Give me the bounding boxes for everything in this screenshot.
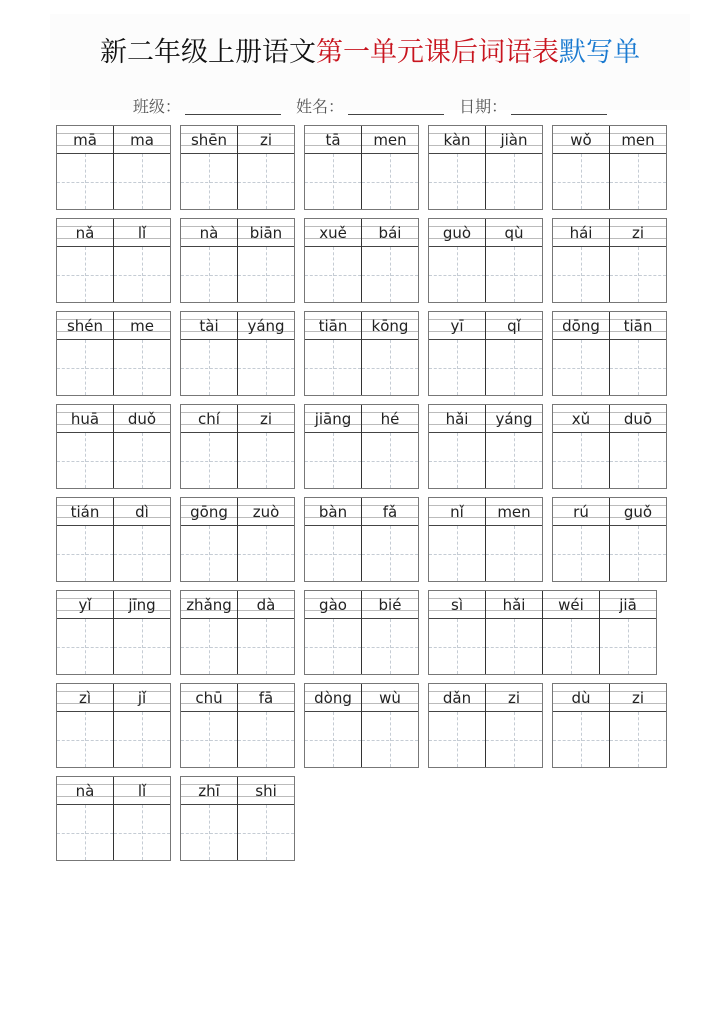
- character-cell: [486, 498, 542, 581]
- pinyin-label: zhǎng: [181, 591, 237, 619]
- word-block: [180, 497, 295, 582]
- writing-box[interactable]: [610, 154, 666, 209]
- writing-box[interactable]: [238, 619, 294, 674]
- writing-box[interactable]: [57, 805, 113, 860]
- word-block: [56, 311, 171, 396]
- pinyin-label: zi: [238, 405, 294, 433]
- pinyin-label: fā: [238, 684, 294, 712]
- writing-box[interactable]: [553, 712, 609, 767]
- name-label: 姓名：: [295, 97, 344, 116]
- pinyin-label: yáng: [238, 312, 294, 340]
- word-row: [56, 683, 676, 768]
- character-cell: [238, 312, 294, 395]
- writing-box[interactable]: [610, 526, 666, 581]
- word-row: [56, 590, 676, 675]
- word-block: [304, 497, 419, 582]
- pinyin-label: men: [486, 498, 542, 526]
- pinyin-label: shēn: [181, 126, 237, 154]
- character-cell: [238, 591, 294, 674]
- writing-box[interactable]: [181, 619, 237, 674]
- character-cell: [429, 312, 486, 395]
- writing-box[interactable]: [57, 247, 113, 302]
- word-block: [180, 218, 295, 303]
- pinyin-label: duǒ: [114, 405, 170, 433]
- character-cell: [181, 126, 238, 209]
- pinyin-label: gōng: [181, 498, 237, 526]
- writing-box[interactable]: [362, 712, 418, 767]
- character-cell: [486, 312, 542, 395]
- page-title: [50, 30, 690, 69]
- writing-box[interactable]: [543, 619, 599, 674]
- pinyin-label: xǔ: [553, 405, 609, 433]
- writing-box[interactable]: [181, 433, 237, 488]
- word-block: [552, 311, 667, 396]
- pinyin-label: chí: [181, 405, 237, 433]
- writing-box[interactable]: [238, 340, 294, 395]
- pinyin-label: nà: [181, 219, 237, 247]
- character-cell: [57, 312, 114, 395]
- writing-box[interactable]: [553, 526, 609, 581]
- word-block: [428, 404, 543, 489]
- word-block: [428, 218, 543, 303]
- writing-box[interactable]: [238, 433, 294, 488]
- pinyin-label: dòng: [305, 684, 361, 712]
- writing-box[interactable]: [362, 247, 418, 302]
- character-cell: [362, 591, 418, 674]
- pinyin-label: hái: [553, 219, 609, 247]
- character-cell: [486, 219, 542, 302]
- character-cell: [362, 684, 418, 767]
- writing-box[interactable]: [114, 340, 170, 395]
- word-block: [180, 125, 295, 210]
- writing-box[interactable]: [181, 805, 237, 860]
- pinyin-label: nǐ: [429, 498, 485, 526]
- pinyin-label: huā: [57, 405, 113, 433]
- character-cell: [114, 405, 170, 488]
- character-cell: [429, 591, 486, 674]
- character-cell: [486, 591, 543, 674]
- writing-box[interactable]: [305, 154, 361, 209]
- character-cell: [305, 684, 362, 767]
- character-cell: [238, 684, 294, 767]
- writing-box[interactable]: [181, 340, 237, 395]
- writing-box[interactable]: [238, 247, 294, 302]
- word-block: [56, 404, 171, 489]
- character-cell: [114, 591, 170, 674]
- character-cell: [610, 312, 666, 395]
- pinyin-label: bái: [362, 219, 418, 247]
- character-cell: [181, 312, 238, 395]
- character-cell: [114, 498, 170, 581]
- word-block: [56, 776, 171, 861]
- pinyin-label: jǐ: [114, 684, 170, 712]
- character-cell: [429, 498, 486, 581]
- word-block: [56, 497, 171, 582]
- character-cell: [600, 591, 656, 674]
- pinyin-label: mā: [57, 126, 113, 154]
- character-cell: [610, 405, 666, 488]
- pinyin-label: zi: [486, 684, 542, 712]
- pinyin-label: men: [610, 126, 666, 154]
- writing-box[interactable]: [362, 526, 418, 581]
- word-row: [56, 125, 676, 210]
- writing-box[interactable]: [238, 805, 294, 860]
- pinyin-label: dù: [553, 684, 609, 712]
- writing-box[interactable]: [486, 526, 542, 581]
- writing-box[interactable]: [429, 154, 485, 209]
- pinyin-label: hé: [362, 405, 418, 433]
- word-block: [304, 590, 419, 675]
- word-block: [304, 683, 419, 768]
- character-cell: [610, 684, 666, 767]
- character-cell: [114, 777, 170, 860]
- character-cell: [362, 219, 418, 302]
- writing-box[interactable]: [238, 154, 294, 209]
- student-info: [50, 94, 690, 117]
- word-block: [552, 125, 667, 210]
- writing-box[interactable]: [114, 154, 170, 209]
- writing-box[interactable]: [57, 712, 113, 767]
- writing-box[interactable]: [57, 526, 113, 581]
- name-field[interactable]: [348, 114, 444, 115]
- writing-box[interactable]: [429, 433, 485, 488]
- writing-box[interactable]: [429, 619, 485, 674]
- character-cell: [181, 591, 238, 674]
- pinyin-label: tài: [181, 312, 237, 340]
- title-part-black: 新二年级上册语文: [100, 37, 316, 68]
- word-block: [304, 311, 419, 396]
- character-cell: [238, 777, 294, 860]
- character-cell: [181, 219, 238, 302]
- character-cell: [181, 684, 238, 767]
- writing-box[interactable]: [486, 340, 542, 395]
- character-cell: [181, 498, 238, 581]
- word-block: [304, 218, 419, 303]
- word-block: [304, 125, 419, 210]
- pinyin-label: duō: [610, 405, 666, 433]
- pinyin-label: me: [114, 312, 170, 340]
- writing-box[interactable]: [429, 340, 485, 395]
- pinyin-label: dì: [114, 498, 170, 526]
- pinyin-label: xuě: [305, 219, 361, 247]
- pinyin-label: nǎ: [57, 219, 113, 247]
- character-cell: [57, 498, 114, 581]
- writing-box[interactable]: [362, 433, 418, 488]
- pinyin-label: hǎi: [486, 591, 542, 619]
- character-cell: [57, 777, 114, 860]
- character-cell: [429, 684, 486, 767]
- character-cell: [114, 126, 170, 209]
- word-block: [56, 125, 171, 210]
- pinyin-label: jīng: [114, 591, 170, 619]
- writing-box[interactable]: [486, 433, 542, 488]
- writing-box[interactable]: [114, 712, 170, 767]
- character-cell: [362, 312, 418, 395]
- character-cell: [57, 591, 114, 674]
- pinyin-label: dōng: [553, 312, 609, 340]
- writing-box[interactable]: [362, 619, 418, 674]
- pinyin-label: kōng: [362, 312, 418, 340]
- pinyin-label: fǎ: [362, 498, 418, 526]
- writing-box[interactable]: [114, 805, 170, 860]
- writing-box[interactable]: [610, 712, 666, 767]
- character-cell: [114, 312, 170, 395]
- writing-box[interactable]: [114, 433, 170, 488]
- word-block: [180, 776, 295, 861]
- writing-box[interactable]: [610, 340, 666, 395]
- pinyin-label: gào: [305, 591, 361, 619]
- writing-box[interactable]: [486, 712, 542, 767]
- character-cell: [305, 405, 362, 488]
- class-label: 班级：: [132, 97, 181, 116]
- character-cell: [553, 498, 610, 581]
- character-cell: [238, 405, 294, 488]
- writing-box[interactable]: [429, 247, 485, 302]
- word-block: [56, 683, 171, 768]
- word-block: [180, 683, 295, 768]
- title-part-blue: 默写单: [559, 37, 640, 68]
- writing-box[interactable]: [362, 154, 418, 209]
- word-block: [180, 590, 295, 675]
- writing-box[interactable]: [181, 154, 237, 209]
- character-cell: [305, 219, 362, 302]
- pinyin-label: tián: [57, 498, 113, 526]
- pinyin-label: zuò: [238, 498, 294, 526]
- character-cell: [238, 126, 294, 209]
- pinyin-label: wéi: [543, 591, 599, 619]
- writing-box[interactable]: [57, 154, 113, 209]
- writing-box[interactable]: [57, 433, 113, 488]
- character-cell: [553, 126, 610, 209]
- pinyin-label: lǐ: [114, 777, 170, 805]
- character-cell: [181, 777, 238, 860]
- character-cell: [57, 126, 114, 209]
- pinyin-label: qù: [486, 219, 542, 247]
- writing-box[interactable]: [305, 340, 361, 395]
- pinyin-label: guò: [429, 219, 485, 247]
- pinyin-label: zi: [610, 684, 666, 712]
- character-cell: [610, 219, 666, 302]
- pinyin-label: rú: [553, 498, 609, 526]
- word-block: [428, 497, 543, 582]
- word-block: [552, 683, 667, 768]
- character-cell: [305, 126, 362, 209]
- character-cell: [362, 405, 418, 488]
- pinyin-label: lǐ: [114, 219, 170, 247]
- character-cell: [429, 405, 486, 488]
- character-cell: [486, 126, 542, 209]
- writing-box[interactable]: [305, 247, 361, 302]
- writing-box[interactable]: [57, 619, 113, 674]
- writing-box[interactable]: [238, 526, 294, 581]
- writing-box[interactable]: [486, 154, 542, 209]
- writing-box[interactable]: [486, 619, 542, 674]
- writing-box[interactable]: [238, 712, 294, 767]
- writing-box[interactable]: [305, 526, 361, 581]
- word-grid: [56, 125, 676, 869]
- writing-box[interactable]: [362, 340, 418, 395]
- word-row: [56, 497, 676, 582]
- word-block: [428, 125, 543, 210]
- pinyin-label: nà: [57, 777, 113, 805]
- pinyin-label: kàn: [429, 126, 485, 154]
- word-block: [180, 404, 295, 489]
- word-block: [304, 404, 419, 489]
- pinyin-label: guǒ: [610, 498, 666, 526]
- pinyin-label: biān: [238, 219, 294, 247]
- character-cell: [57, 219, 114, 302]
- writing-box[interactable]: [610, 247, 666, 302]
- writing-box[interactable]: [57, 340, 113, 395]
- writing-box[interactable]: [486, 247, 542, 302]
- pinyin-label: zì: [57, 684, 113, 712]
- character-cell: [429, 219, 486, 302]
- pinyin-label: zi: [610, 219, 666, 247]
- character-cell: [486, 405, 542, 488]
- character-cell: [543, 591, 600, 674]
- character-cell: [553, 405, 610, 488]
- word-block: [428, 311, 543, 396]
- writing-box[interactable]: [553, 433, 609, 488]
- writing-box[interactable]: [181, 526, 237, 581]
- pinyin-label: dà: [238, 591, 294, 619]
- pinyin-label: tiān: [610, 312, 666, 340]
- writing-box[interactable]: [305, 433, 361, 488]
- character-cell: [362, 498, 418, 581]
- character-cell: [429, 126, 486, 209]
- character-cell: [181, 405, 238, 488]
- character-cell: [238, 498, 294, 581]
- writing-box[interactable]: [114, 526, 170, 581]
- word-block: [552, 497, 667, 582]
- writing-box[interactable]: [305, 712, 361, 767]
- word-block: [428, 590, 657, 675]
- class-field[interactable]: [185, 114, 281, 115]
- word-row: [56, 218, 676, 303]
- character-cell: [57, 405, 114, 488]
- word-row: [56, 776, 676, 861]
- writing-box[interactable]: [553, 154, 609, 209]
- writing-box[interactable]: [114, 247, 170, 302]
- pinyin-label: wǒ: [553, 126, 609, 154]
- pinyin-label: shi: [238, 777, 294, 805]
- word-block: [56, 218, 171, 303]
- pinyin-label: wù: [362, 684, 418, 712]
- writing-box[interactable]: [429, 526, 485, 581]
- pinyin-label: shén: [57, 312, 113, 340]
- word-block: [552, 404, 667, 489]
- writing-box[interactable]: [553, 247, 609, 302]
- character-cell: [610, 126, 666, 209]
- word-block: [552, 218, 667, 303]
- pinyin-label: bié: [362, 591, 418, 619]
- writing-box[interactable]: [600, 619, 656, 674]
- pinyin-label: bàn: [305, 498, 361, 526]
- word-row: [56, 404, 676, 489]
- pinyin-label: tiān: [305, 312, 361, 340]
- pinyin-label: yáng: [486, 405, 542, 433]
- word-row: [56, 311, 676, 396]
- character-cell: [553, 219, 610, 302]
- character-cell: [114, 219, 170, 302]
- writing-box[interactable]: [181, 712, 237, 767]
- date-field[interactable]: [511, 114, 607, 115]
- word-block: [56, 590, 171, 675]
- worksheet-header: [50, 14, 690, 116]
- pinyin-label: qǐ: [486, 312, 542, 340]
- pinyin-label: dǎn: [429, 684, 485, 712]
- pinyin-label: jiāng: [305, 405, 361, 433]
- writing-box[interactable]: [553, 340, 609, 395]
- character-cell: [114, 684, 170, 767]
- pinyin-label: zi: [238, 126, 294, 154]
- character-cell: [486, 684, 542, 767]
- word-block: [428, 683, 543, 768]
- pinyin-label: tā: [305, 126, 361, 154]
- character-cell: [553, 312, 610, 395]
- pinyin-label: hǎi: [429, 405, 485, 433]
- date-label: 日期：: [459, 97, 508, 116]
- pinyin-label: jiàn: [486, 126, 542, 154]
- pinyin-label: yī: [429, 312, 485, 340]
- writing-box[interactable]: [114, 619, 170, 674]
- writing-box[interactable]: [610, 433, 666, 488]
- character-cell: [305, 591, 362, 674]
- pinyin-label: men: [362, 126, 418, 154]
- title-part-red: 第一单元课后词语表: [316, 37, 559, 68]
- character-cell: [553, 684, 610, 767]
- character-cell: [57, 684, 114, 767]
- pinyin-label: zhī: [181, 777, 237, 805]
- word-block: [180, 311, 295, 396]
- writing-box[interactable]: [429, 712, 485, 767]
- writing-box[interactable]: [305, 619, 361, 674]
- character-cell: [238, 219, 294, 302]
- pinyin-label: ma: [114, 126, 170, 154]
- pinyin-label: yǐ: [57, 591, 113, 619]
- character-cell: [610, 498, 666, 581]
- pinyin-label: chū: [181, 684, 237, 712]
- writing-box[interactable]: [181, 247, 237, 302]
- pinyin-label: sì: [429, 591, 485, 619]
- character-cell: [362, 126, 418, 209]
- pinyin-label: jiā: [600, 591, 656, 619]
- character-cell: [305, 498, 362, 581]
- character-cell: [305, 312, 362, 395]
